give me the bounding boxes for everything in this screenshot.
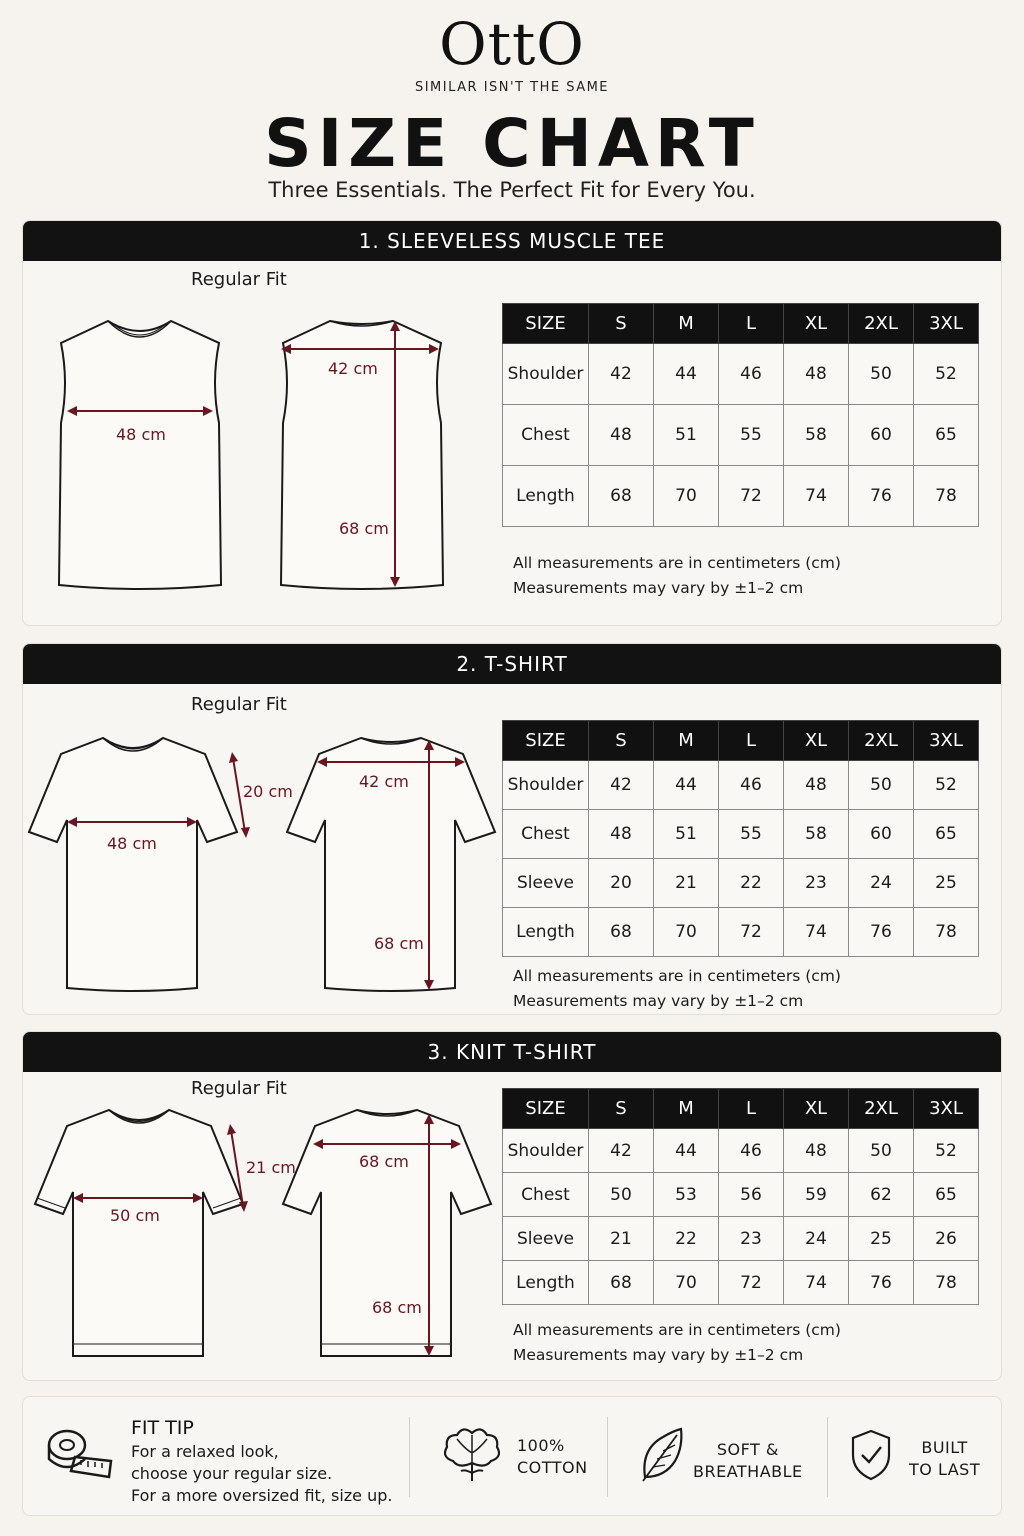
measurement-value: 62 (849, 1173, 914, 1217)
fit-tip-line: For a relaxed look, (131, 1442, 279, 1461)
table-row (503, 405, 979, 466)
size-column-header: SIZE (503, 721, 589, 761)
note-units: All measurements are in centimeters (cm) (513, 554, 841, 572)
note-units: All measurements are in centimeters (cm) (513, 1321, 841, 1339)
feature-line: BREATHABLE (693, 1462, 803, 1481)
measurement-value: 51 (654, 405, 719, 466)
chest-dimension: 50 cm (110, 1206, 160, 1225)
size-header-cell: 2XL (849, 1089, 914, 1129)
measurement-value: 46 (719, 344, 784, 405)
size-header-cell: L (719, 721, 784, 761)
measurement-value: 58 (784, 405, 849, 466)
measurement-value: 23 (784, 859, 849, 908)
fit-label: Regular Fit (191, 269, 287, 290)
length-dimension: 68 cm (339, 519, 389, 538)
measurement-value: 55 (719, 810, 784, 859)
shoulder-dimension: 42 cm (328, 359, 378, 378)
fit-tip-line: For a more oversized fit, size up. (131, 1486, 393, 1505)
brand-tagline: SIMILAR ISN'T THE SAME (414, 80, 610, 95)
table-row (503, 1173, 979, 1217)
table-row (503, 344, 979, 405)
measurement-value: 48 (784, 761, 849, 810)
measurement-label: Chest (503, 1173, 589, 1217)
measurement-value: 21 (589, 1217, 654, 1261)
knit-tee-back-drawing (281, 1108, 493, 1360)
size-header-cell: M (654, 721, 719, 761)
measurement-label: Chest (503, 405, 589, 466)
feature-cotton-label (517, 1435, 588, 1479)
size-header-cell: L (719, 304, 784, 344)
measurement-value: 46 (719, 761, 784, 810)
measurement-value: 55 (719, 405, 784, 466)
size-header-cell: S (589, 721, 654, 761)
measurement-value: 46 (719, 1129, 784, 1173)
measurement-value: 48 (589, 810, 654, 859)
size-header-cell: 2XL (849, 721, 914, 761)
feature-line: 100% (517, 1436, 565, 1455)
section-sleeveless-muscle-tee (22, 220, 1002, 626)
feature-line: SOFT & (716, 1440, 779, 1459)
length-dimension: 68 cm (372, 1298, 422, 1317)
measurement-value: 50 (849, 1129, 914, 1173)
measurement-value: 24 (849, 859, 914, 908)
divider (827, 1417, 828, 1497)
size-table (502, 1088, 979, 1305)
measurement-value: 24 (784, 1217, 849, 1261)
measurement-value: 44 (654, 1129, 719, 1173)
measurement-value: 26 (914, 1217, 979, 1261)
feature-breathable-label (693, 1439, 803, 1483)
size-table (502, 303, 979, 527)
measurement-value: 74 (784, 466, 849, 527)
features-footer (22, 1396, 1002, 1516)
measurement-value: 44 (654, 761, 719, 810)
section-knit-t-shirt (22, 1031, 1002, 1381)
measurement-value: 56 (719, 1173, 784, 1217)
tank-front-drawing (53, 313, 228, 593)
measurement-value: 42 (589, 761, 654, 810)
table-row (503, 859, 979, 908)
size-column-header: SIZE (503, 304, 589, 344)
knit-tee-front-drawing (33, 1108, 245, 1360)
table-row (503, 908, 979, 957)
measurement-value: 25 (849, 1217, 914, 1261)
measurement-value: 76 (849, 466, 914, 527)
measurement-label: Shoulder (503, 1129, 589, 1173)
measurement-note (513, 964, 841, 1014)
measurement-value: 42 (589, 1129, 654, 1173)
measurement-value: 76 (849, 908, 914, 957)
measurement-value: 65 (914, 405, 979, 466)
measurement-value: 52 (914, 344, 979, 405)
size-header-cell: XL (784, 1089, 849, 1129)
measurement-note (513, 1318, 841, 1368)
measurement-value: 48 (784, 1129, 849, 1173)
feature-line: BUILT (921, 1438, 968, 1457)
measurement-value: 44 (654, 344, 719, 405)
size-header-cell: 2XL (849, 304, 914, 344)
measurement-value: 50 (589, 1173, 654, 1217)
shoulder-dimension: 42 cm (359, 772, 409, 791)
measurement-value: 78 (914, 466, 979, 527)
size-header-cell: S (589, 1089, 654, 1129)
measurement-value: 50 (849, 344, 914, 405)
measurement-value: 78 (914, 1261, 979, 1305)
measurement-value: 68 (589, 1261, 654, 1305)
measurement-label: Sleeve (503, 859, 589, 908)
measurement-value: 42 (589, 344, 654, 405)
measurement-value: 70 (654, 1261, 719, 1305)
measurement-value: 52 (914, 761, 979, 810)
measurement-value: 22 (719, 859, 784, 908)
measurement-value: 72 (719, 466, 784, 527)
measurement-value: 70 (654, 466, 719, 527)
measurement-value: 65 (914, 1173, 979, 1217)
measurement-label: Length (503, 1261, 589, 1305)
note-variance: Measurements may vary by ±1–2 cm (513, 579, 804, 597)
measurement-label: Shoulder (503, 761, 589, 810)
divider (409, 1417, 410, 1497)
section-heading: 2. T-SHIRT (23, 644, 1001, 684)
measurement-value: 59 (784, 1173, 849, 1217)
fit-tip-title: FIT TIP (131, 1417, 194, 1439)
measuring-tape-icon (45, 1425, 115, 1485)
leaf-icon (639, 1427, 685, 1487)
fit-tip-text (131, 1441, 421, 1507)
fit-label: Regular Fit (191, 694, 287, 715)
feature-line: COTTON (517, 1458, 588, 1477)
table-row (503, 466, 979, 527)
measurement-value: 22 (654, 1217, 719, 1261)
measurement-value: 51 (654, 810, 719, 859)
measurement-value: 74 (784, 1261, 849, 1305)
measurement-value: 25 (914, 859, 979, 908)
table-row (503, 810, 979, 859)
section-t-shirt (22, 643, 1002, 1015)
measurement-value: 23 (719, 1217, 784, 1261)
page-title: SIZE CHART (264, 105, 760, 182)
measurement-value: 48 (589, 405, 654, 466)
size-header-cell: M (654, 304, 719, 344)
measurement-value: 58 (784, 810, 849, 859)
section-heading: 1. SLEEVELESS MUSCLE TEE (23, 221, 1001, 261)
measurement-label: Length (503, 466, 589, 527)
measurement-value: 72 (719, 1261, 784, 1305)
cotton-flower-icon (441, 1425, 503, 1487)
sleeve-dimension: 21 cm (246, 1158, 296, 1177)
size-header-cell: XL (784, 304, 849, 344)
measurement-value: 20 (589, 859, 654, 908)
measurement-value: 53 (654, 1173, 719, 1217)
fit-tip-line: choose your regular size. (131, 1464, 333, 1483)
size-header-cell: XL (784, 721, 849, 761)
measurement-value: 48 (784, 344, 849, 405)
note-units: All measurements are in centimeters (cm) (513, 967, 841, 985)
size-header-cell: 3XL (914, 1089, 979, 1129)
shield-check-icon (849, 1429, 893, 1485)
sleeve-dimension: 20 cm (243, 782, 293, 801)
length-dimension: 68 cm (374, 934, 424, 953)
size-header-cell: 3XL (914, 304, 979, 344)
measurement-label: Chest (503, 810, 589, 859)
table-row (503, 1217, 979, 1261)
chest-dimension: 48 cm (107, 834, 157, 853)
measurement-value: 68 (589, 466, 654, 527)
measurement-value: 65 (914, 810, 979, 859)
measurement-value: 60 (849, 405, 914, 466)
size-header-cell: L (719, 1089, 784, 1129)
size-header-cell: S (589, 304, 654, 344)
measurement-value: 70 (654, 908, 719, 957)
page-subtitle: Three Essentials. The Perfect Fit for Every You. (268, 178, 756, 202)
measurement-value: 60 (849, 810, 914, 859)
table-row (503, 1129, 979, 1173)
measurement-value: 21 (654, 859, 719, 908)
measurement-label: Length (503, 908, 589, 957)
measurement-value: 74 (784, 908, 849, 957)
measurement-note (513, 551, 841, 601)
brand-logo: OttO (439, 10, 585, 78)
note-variance: Measurements may vary by ±1–2 cm (513, 992, 804, 1010)
measurement-value: 72 (719, 908, 784, 957)
feature-built-label (909, 1437, 980, 1481)
feature-line: TO LAST (909, 1460, 981, 1479)
chest-dimension: 48 cm (116, 425, 166, 444)
size-header-cell: 3XL (914, 721, 979, 761)
measurement-value: 78 (914, 908, 979, 957)
divider (607, 1417, 608, 1497)
measurement-value: 76 (849, 1261, 914, 1305)
measurement-value: 52 (914, 1129, 979, 1173)
fit-label: Regular Fit (191, 1078, 287, 1099)
size-column-header: SIZE (503, 1089, 589, 1129)
measurement-value: 68 (589, 908, 654, 957)
tshirt-front-drawing (27, 736, 239, 994)
table-row (503, 761, 979, 810)
measurement-label: Shoulder (503, 344, 589, 405)
measurement-value: 50 (849, 761, 914, 810)
note-variance: Measurements may vary by ±1–2 cm (513, 1346, 804, 1364)
size-table (502, 720, 979, 957)
tank-back-drawing (275, 313, 450, 593)
size-header-cell: M (654, 1089, 719, 1129)
shoulder-dimension: 68 cm (359, 1152, 409, 1171)
measurement-label: Sleeve (503, 1217, 589, 1261)
table-row (503, 1261, 979, 1305)
section-heading: 3. KNIT T-SHIRT (23, 1032, 1001, 1072)
